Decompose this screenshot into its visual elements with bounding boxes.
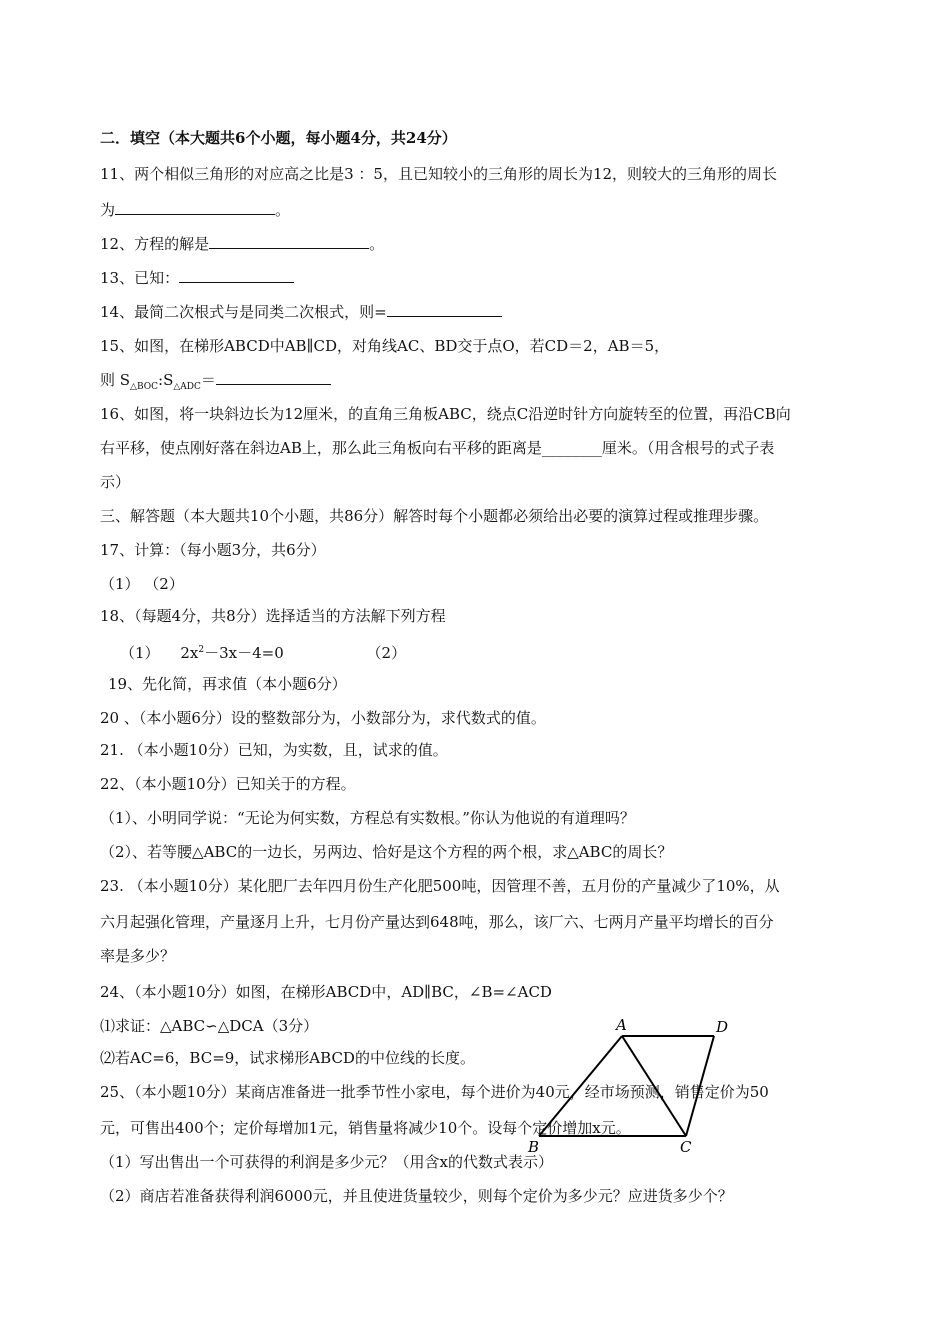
q15-cont-suffix: ＝	[200, 371, 216, 389]
section2-heading: 二．填空（本大题共6个小题，每小题4分，共24分）	[100, 129, 457, 147]
q15-text: 15、如图，在梯形ABCD中AB∥CD，对角线AC、BD交于点O，若CD＝2，AB＝5，	[100, 337, 670, 355]
label-d: D	[716, 1018, 729, 1036]
q18-eq-sup: 2	[198, 645, 205, 655]
section3-heading: 三、解答题（本大题共10个小题，共86分）解答时每个小题都必须给出必要的演算过程或推理步骤。	[100, 507, 769, 525]
q17-title: 17、计算：（每小题3分，共6分）	[100, 541, 326, 559]
edge-dc	[686, 1036, 714, 1136]
q15-cont	[100, 370, 331, 397]
q23-line1: 23. （本小题10分）某化肥厂去年四月份生产化肥500吨，因管理不善，五月份的产量减少了10%，从	[100, 877, 780, 895]
q22-p1: （1）、小明同学说：“无论为何实数，方程总有实数根。”你认为他说的有道理吗？	[100, 809, 635, 827]
q11-cont	[100, 200, 290, 220]
q25-line2: 元，可售出400个；定价每增加1元，销售量将减少10个。设每个定价增加x元。	[100, 1119, 631, 1137]
q25-p1: （1）写出售出一个可获得的利润是多少元？（用含x的代数式表示）	[100, 1153, 554, 1171]
q16-line3: 示）	[100, 473, 131, 491]
q15-answer-blank[interactable]	[216, 370, 331, 385]
q18-p1-equation	[180, 644, 283, 662]
q14-answer-blank[interactable]	[387, 302, 502, 317]
q14	[100, 302, 502, 322]
q25-line1: 25、（本小题10分）某商店准备进一批季节性小家电，每个进价为40元，经市场预测，销售定价为50	[100, 1083, 769, 1101]
q15-colon: :S	[158, 371, 174, 389]
q16-line2: 右平移，使点刚好落在斜边AB上，那么此三角板向右平移的距离是________厘米。（用含根号的式子表	[100, 439, 775, 457]
q17-parts: （1） （2）	[100, 575, 184, 593]
q14-prefix: 14、最简二次根式与是同类二次根式，则=	[100, 303, 387, 321]
q24-title: 24、（本小题10分）如图，在梯形ABCD中，AD∥BC，∠B=∠ACD	[100, 983, 552, 1001]
q18-eq-b: －3x－4=0	[204, 644, 284, 662]
q15-sub-adc: △ADC	[173, 382, 201, 392]
q11-cont-suffix: 。	[275, 201, 291, 219]
q15-sub-boc: △BOC	[130, 382, 159, 392]
q21: 21. （本小题10分）已知，为实数，且，试求的值。	[100, 741, 448, 759]
q23-line3: 率是多少？	[100, 947, 176, 965]
q16-line1: 16、如图，将一块斜边长为12厘米，的直角三角板ABC，绕点C沿逆时针方向旋转至的位置，再沿CB向	[100, 405, 791, 423]
q11-text: 11、两个相似三角形的对应高之比是3 ：5，且已知较小的三角形的周长为12，则较大的三角形的周长	[100, 165, 778, 183]
q18-p2-label: （2）	[366, 644, 407, 662]
q12	[100, 234, 384, 254]
q22-p2: （2）、若等腰△ABC的一边长，另两边、恰好是这个方程的两个根，求△ABC的周长？	[100, 843, 673, 861]
q22-title: 22、（本小题10分）已知关于的方程。	[100, 775, 356, 793]
q18-p1-label: （1）	[120, 644, 160, 662]
q24-p2: ⑵若AC=6，BC=9，试求梯形ABCD的中位线的长度。	[100, 1049, 475, 1067]
q24-p1: ⑴求证：△ABC∽△DCA（3分）	[100, 1017, 319, 1035]
label-a: A	[616, 1016, 627, 1034]
q18-eq-a: 2x	[180, 644, 199, 662]
label-b: B	[528, 1138, 540, 1155]
q18-title: 18、（每题4分，共8分）选择适当的方法解下列方程	[100, 607, 446, 625]
q13-answer-blank[interactable]	[179, 268, 294, 283]
q19: 19、先化简，再求值（本小题6分）	[108, 675, 347, 693]
edge-ab	[539, 1036, 622, 1136]
q11-answer-blank[interactable]	[115, 200, 275, 215]
q13-prefix: 13、已知：	[100, 269, 180, 287]
q15-cont-prefix: 则 S	[100, 371, 131, 389]
q25-p2: （2）商店若准备获得利润6000元，并且使进货量较少，则每个定价为多少元？应进货多少个？	[100, 1187, 733, 1205]
q12-prefix: 12、方程的解是	[100, 235, 210, 253]
q18-parts	[120, 640, 406, 663]
q12-suffix: 。	[369, 235, 385, 253]
trapezoid-figure	[520, 1010, 750, 1155]
q13	[100, 268, 294, 288]
q11-cont-prefix: 为	[100, 201, 116, 219]
q20: 20 、（本小题6分）设的整数部分为，小数部分为，求代数式的值。	[100, 709, 546, 727]
diagonal-ac	[622, 1036, 686, 1136]
q23-line2: 六月起强化管理，产量逐月上升，七月份产量达到648吨，那么，该厂六、七两月产量平均增长的百分	[100, 913, 774, 931]
label-c: C	[680, 1138, 692, 1155]
q12-answer-blank[interactable]	[209, 234, 369, 249]
